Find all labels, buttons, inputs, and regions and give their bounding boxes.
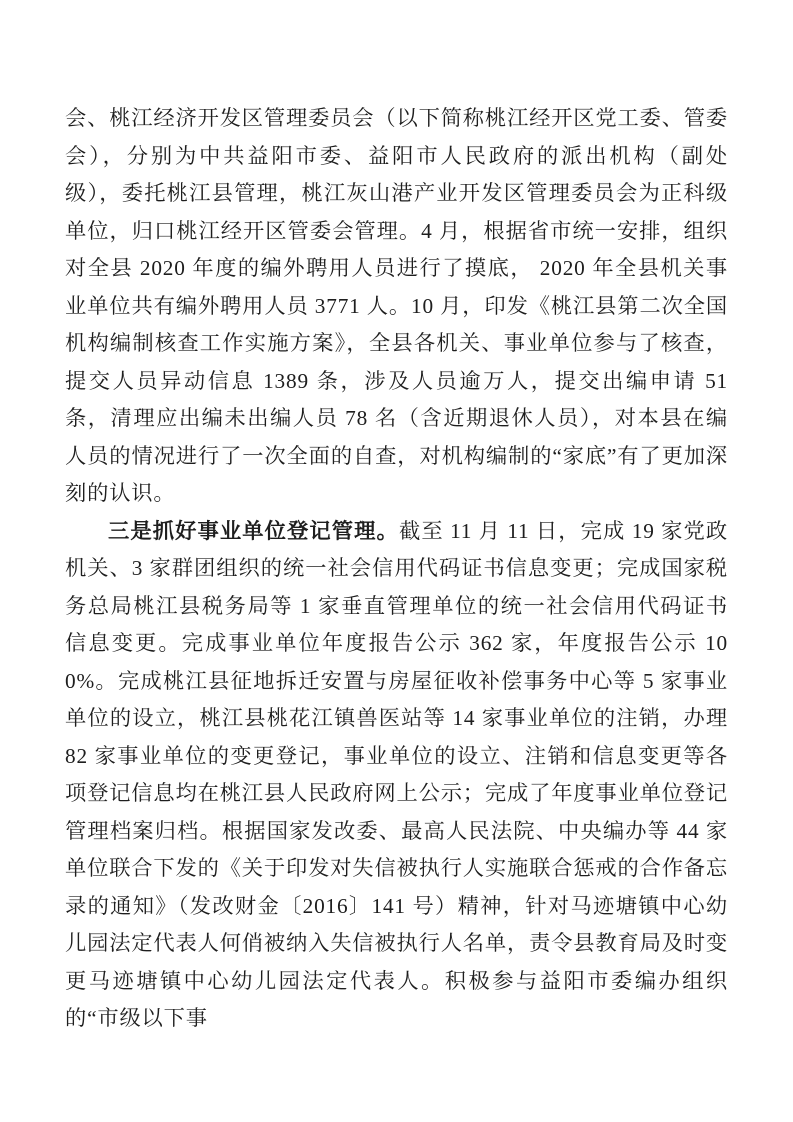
paragraph-text: 截至 11 月 11 日，完成 19 家党政机关、3 家群团组织的统一社会信用代码证书信息变更；完成国家税务总局桃江县税务局等 1 家垂直管理单位的统一社会信用代码证书信息变更。完成事业单位年度报告公示 362 家，年度报告公示 100%。完成桃江县征地拆迁安置与房屋征收补偿事务中心等 5 家事业单位的设立，桃江县桃花江镇兽医站等 14 家事业单位的注销，办理 82 家事业单位的变更登记，事业单位的设立、注销和信息变更等各项登记信息均在桃江县人民政府网上公示；完成了年度事业单位登记管理档案归档。根据国家发改委、最高人民法院、中央编办等 44 家单位联合下发的《关于印发对失信被执行人实施联合惩戒的合作备忘录的通知》（发改财金〔2016〕141 号）精神，针对马迹塘镇中心幼儿园法定代表人何俏被纳入失信被执行人名单，责令县教育局及时变更马迹塘镇中心幼儿园法定代表人。积极参与益阳市委编办组织的“市级以下事 (65, 518, 728, 1030)
paragraph-text: 会、桃江经济开发区管理委员会（以下简称桃江经开区党工委、管委会），分别为中共益阳市委、益阳市人民政府的派出机构（副处级），委托桃江县管理，桃江灰山港产业开发区管理委员会为正科级单位，归口桃江经开区管委会管理。4 月，根据省市统一安排，组织对全县 2020 年度的编外聘用人员进行了摸底， 2020 年全县机关事业单位共有编外聘用人员 3771 人。10 月，印发《桃江县第二次全国机构编制核查工作实施方案》，全县各机关、事业单位参与了核查，提交人员异动信息 1389 条，涉及人员逾万人，提交出编申请 51 条，清理应出编未出编人员 78 名（含近期退休人员），对本县在编人员的情况进行了一次全面的自查，对机构编制的“家底”有了更加深刻的认识。 (65, 106, 728, 505)
paragraph-section-three (65, 513, 728, 1038)
paragraph-continuation (65, 100, 728, 513)
paragraph-lead-bold-text: 三是抓好事业单位登记管理。 (108, 518, 399, 543)
